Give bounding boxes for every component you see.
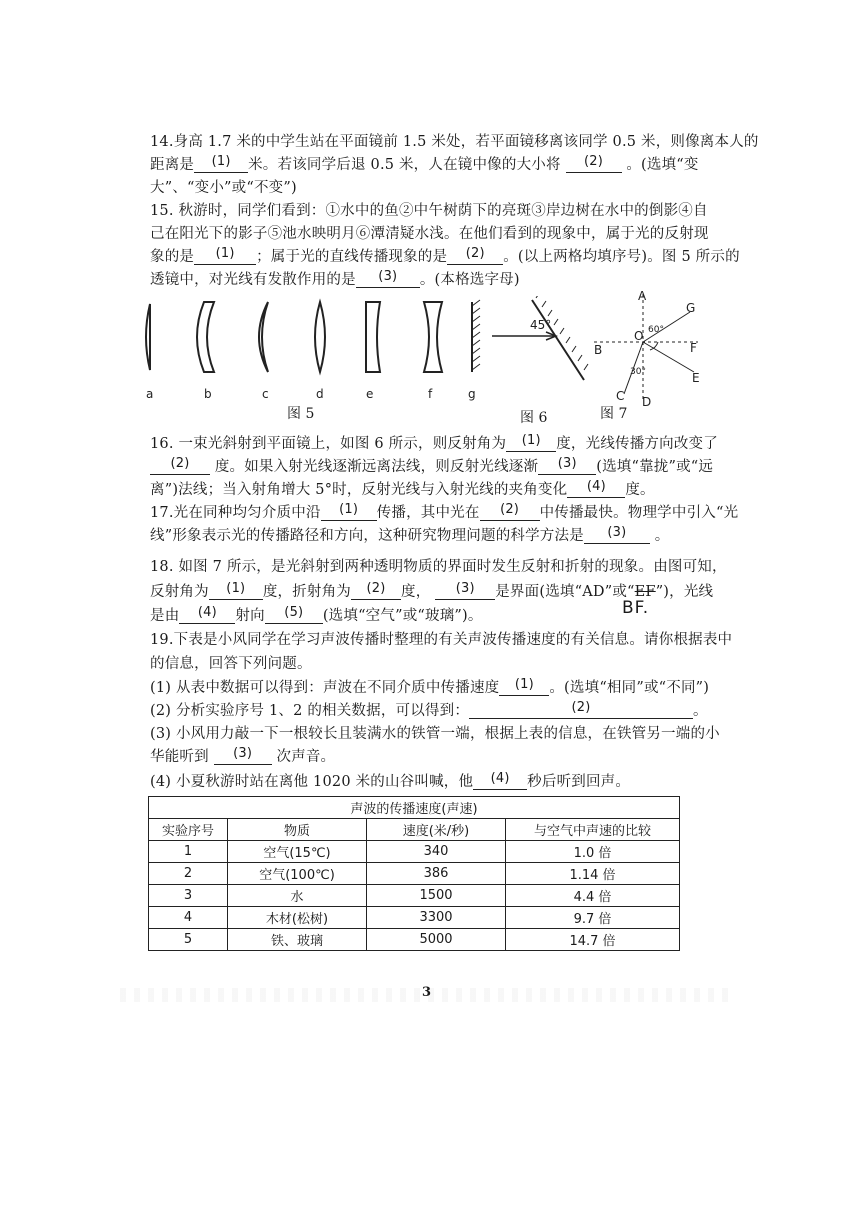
row-medium: 空气(100℃): [228, 863, 367, 885]
lens-e: [366, 302, 380, 372]
q19-sub4: [150, 772, 630, 794]
row-ratio: 14.7 倍: [506, 929, 680, 951]
lens-label-b: b: [204, 387, 212, 401]
row-ratio: 1.14 倍: [506, 863, 680, 885]
figure-7-refraction: [590, 290, 710, 408]
q19-s2-text-b: 。: [693, 703, 708, 719]
q16-text-f: 度。: [625, 482, 655, 498]
sound-speed-table: [148, 796, 680, 951]
q16-text-d: (选填“靠拢”或“远: [596, 459, 714, 475]
figure-6-caption: 图 6: [520, 410, 548, 426]
q19-blank-4: (4): [473, 769, 527, 790]
q15-blank-2: (2): [447, 244, 503, 265]
q18-blank-2: (2): [351, 579, 401, 600]
q18-text-g: 射向: [235, 608, 265, 624]
q19-sub2: [150, 701, 708, 723]
row-medium: 铁、玻璃: [228, 929, 367, 951]
fig7-label-b: B: [594, 343, 603, 357]
lens-label-d: d: [316, 387, 324, 401]
q15-blank-1: (1): [194, 244, 256, 265]
q19-sub1: [150, 678, 709, 700]
fig7-label-g: G: [686, 301, 696, 315]
fig7-angle-bottom: 30°: [630, 367, 646, 377]
row-medium: 水: [228, 885, 367, 907]
q17-blank-3: (3): [584, 523, 650, 544]
q18-line1: 18. 如图 7 所示，是光斜射到两种透明物质的界面时发生反射和折射的现象。由图可知，: [150, 559, 727, 575]
lens-b: [197, 302, 214, 372]
q18-blank-3: (3): [435, 579, 495, 600]
q19-blank-1: (1): [499, 675, 549, 696]
row-index: 3: [149, 885, 228, 907]
q19-s3-text-c: 次声音。: [276, 749, 336, 765]
table-row: [149, 907, 680, 929]
q15-text-a: 象的是: [150, 249, 195, 265]
row-speed: 340: [367, 841, 506, 863]
q17-text-d: 线”形象表示光的传播路径和方向，这种研究物理问题的科学方法是: [150, 528, 584, 544]
figure-7-caption: 图 7: [600, 406, 628, 422]
q16-text-b: 度，光线传播方向改变了: [556, 436, 718, 452]
q18-blank-5: (5): [265, 603, 323, 624]
q17-line1: [150, 503, 738, 525]
q19-sub3: (3) 小风用力敲一下一根较长且装满水的铁管一端，根据上表的信息，在铁管另一端的小: [150, 726, 720, 742]
header-ratio: 与空气中声速的比较: [506, 819, 680, 841]
q14-text-a: 距离是: [150, 157, 195, 173]
table-row: [149, 885, 680, 907]
fig7-label-e: E: [692, 371, 700, 385]
row-speed: 1500: [367, 885, 506, 907]
q18-struck-ef: EF: [634, 584, 656, 600]
q19-s1-text-b: 。(选填“相同”或“不同”): [549, 680, 710, 696]
q18-text-d: 是界面(选填“AD”或“: [495, 584, 635, 600]
handwritten-answer: BF.: [622, 598, 650, 618]
table-row: [149, 863, 680, 885]
q15-text-d: 透镜中，对光线有发散作用的是: [150, 272, 356, 288]
q16-line3: [150, 480, 655, 502]
row-medium: 空气(15℃): [228, 841, 367, 863]
q15-line2: 己在阳光下的影子⑤池水映明月⑥潭清疑水浅。在他们看到的现象中，属于光的反射现: [150, 226, 709, 242]
header-medium: 物质: [228, 819, 367, 841]
lens-label-c: c: [262, 387, 269, 401]
lens-f: [424, 302, 442, 372]
q19-sub3-cont: [150, 747, 335, 769]
q19-s2-text-a: (2) 分析实验序号 1、2 的相关数据，可以得到：: [150, 703, 470, 719]
q17-text-c: 中传播最快。物理学中引入“光: [539, 505, 739, 521]
fig7-label-a: A: [638, 290, 647, 303]
q19-line1: 19.下表是小风同学在学习声波传播时整理的有关声波传播速度的有关信息。请你根据表中: [150, 632, 733, 648]
q14-blank-2: (2): [566, 152, 622, 173]
q19-s4-text-b: 秒后听到回声。: [527, 774, 631, 790]
q16-text-c: 度。如果入射光线逐渐远离法线，则反射光线逐渐: [214, 459, 539, 475]
q19-line2: 的信息，回答下列问题。: [150, 656, 312, 672]
row-ratio: 9.7 倍: [506, 907, 680, 929]
q17-blank-1: (1): [321, 500, 377, 521]
q15-blank-3: (3): [356, 267, 420, 288]
q16-blank-2: (2): [150, 454, 210, 475]
header-index: 实验序号: [149, 819, 228, 841]
lens-d: [315, 302, 325, 372]
q17-text-e: 。: [654, 528, 670, 544]
q16-blank-4: (4): [567, 477, 625, 498]
q16-line2: [150, 457, 713, 479]
q15-text-e: 。(本格选字母): [419, 272, 520, 288]
q16-line1: [150, 434, 718, 456]
lens-label-f: f: [428, 387, 433, 401]
q14-text-b: 米。若该同学后退 0.5 米，人在镜中像的大小将: [248, 157, 561, 173]
fig7-angle-top: 60°: [648, 325, 664, 335]
q18-text-b: 度，折射角为: [262, 584, 352, 600]
fig7-label-c: C: [616, 389, 625, 403]
fig7-label-f: F: [690, 341, 697, 355]
lens-label-e: e: [366, 387, 374, 401]
q16-text-a: 16. 一束光斜射到平面镜上，如图 6 所示，则反射角为: [150, 436, 507, 452]
q14-blank-1: (1): [194, 152, 248, 173]
q17-line2: [150, 526, 669, 548]
q18-text-a: 反射角为: [150, 584, 209, 600]
row-index: 1: [149, 841, 228, 863]
q18-text-h: (选填“空气”或“玻璃”)。: [322, 608, 483, 624]
q16-blank-3: (3): [538, 454, 596, 475]
row-speed: 3300: [367, 907, 506, 929]
q15-text-b: ；属于光的直线传播现象的是: [256, 249, 448, 265]
q18-text-c: 度，: [401, 584, 431, 600]
q19-blank-2: (2): [469, 698, 693, 719]
row-ratio: 1.0 倍: [506, 841, 680, 863]
table-title-row: [149, 797, 680, 819]
header-speed: 速度(米/秒): [367, 819, 506, 841]
q15-line4: [150, 270, 520, 292]
table-row: [149, 929, 680, 951]
lens-label-a: a: [146, 387, 154, 401]
row-index: 5: [149, 929, 228, 951]
q14-line1: 14.身高 1.7 米的中学生站在平面镜前 1.5 米处，若平面镜移离该同学 0.5 米，则像离本人的: [150, 134, 759, 150]
figure-6-mirror: [490, 296, 590, 406]
q18-blank-4: (4): [179, 603, 235, 624]
lens-c: [259, 302, 268, 372]
q18-text-e: ”)，光线: [655, 584, 714, 600]
q15-line3: [150, 247, 740, 269]
q14-line2: [150, 155, 699, 177]
table-header-row: [149, 819, 680, 841]
figure-5-lenses: [138, 296, 498, 408]
lens-label-g: g: [468, 387, 476, 401]
row-speed: 386: [367, 863, 506, 885]
row-ratio: 4.4 倍: [506, 885, 680, 907]
q19-s4-text-a: (4) 小夏秋游时站在离他 1020 米的山谷叫喊，他: [150, 774, 474, 790]
figure-5-caption: 图 5: [287, 406, 315, 422]
row-index: 4: [149, 907, 228, 929]
q19-blank-3: (3): [214, 744, 272, 765]
q19-s3-text-b: 华能听到: [150, 749, 209, 765]
q15-line1: 15. 秋游时，同学们看到：①水中的鱼②中午树荫下的亮斑③岸边树在水中的倒影④自: [150, 203, 708, 219]
q14-text-c: 。(选填“变: [626, 157, 699, 173]
q14-line3: 大”、“变小”或“不变”): [150, 180, 297, 196]
figure-6-angle: 45°: [530, 318, 552, 332]
q16-text-e: 离”)法线；当入射角增大 5°时，反射光线与入射光线的夹角变化: [150, 482, 568, 498]
q19-s1-text-a: (1) 从表中数据可以得到：声波在不同介质中传播速度: [150, 680, 500, 696]
table-row: [149, 841, 680, 863]
row-speed: 5000: [367, 929, 506, 951]
q15-text-c: 。(以上两格均填序号)。图 5 所示的: [503, 249, 740, 265]
lens-a: [146, 304, 150, 370]
table-title: 声波的传播速度(声速): [149, 797, 680, 819]
row-index: 2: [149, 863, 228, 885]
fig7-label-o: O: [634, 329, 644, 343]
row-medium: 木材(松树): [228, 907, 367, 929]
q16-blank-1: (1): [506, 431, 556, 452]
q17-blank-2: (2): [480, 500, 540, 521]
q18-line3: [150, 606, 483, 628]
page-number: 3: [422, 985, 432, 1000]
fig7-label-d: D: [642, 395, 652, 408]
q17-text-a: 17.光在同种均匀介质中沿: [150, 505, 321, 521]
q18-blank-1: (1): [209, 579, 263, 600]
q18-text-f: 是由: [150, 608, 180, 624]
q17-text-b: 传播，其中光在: [376, 505, 480, 521]
